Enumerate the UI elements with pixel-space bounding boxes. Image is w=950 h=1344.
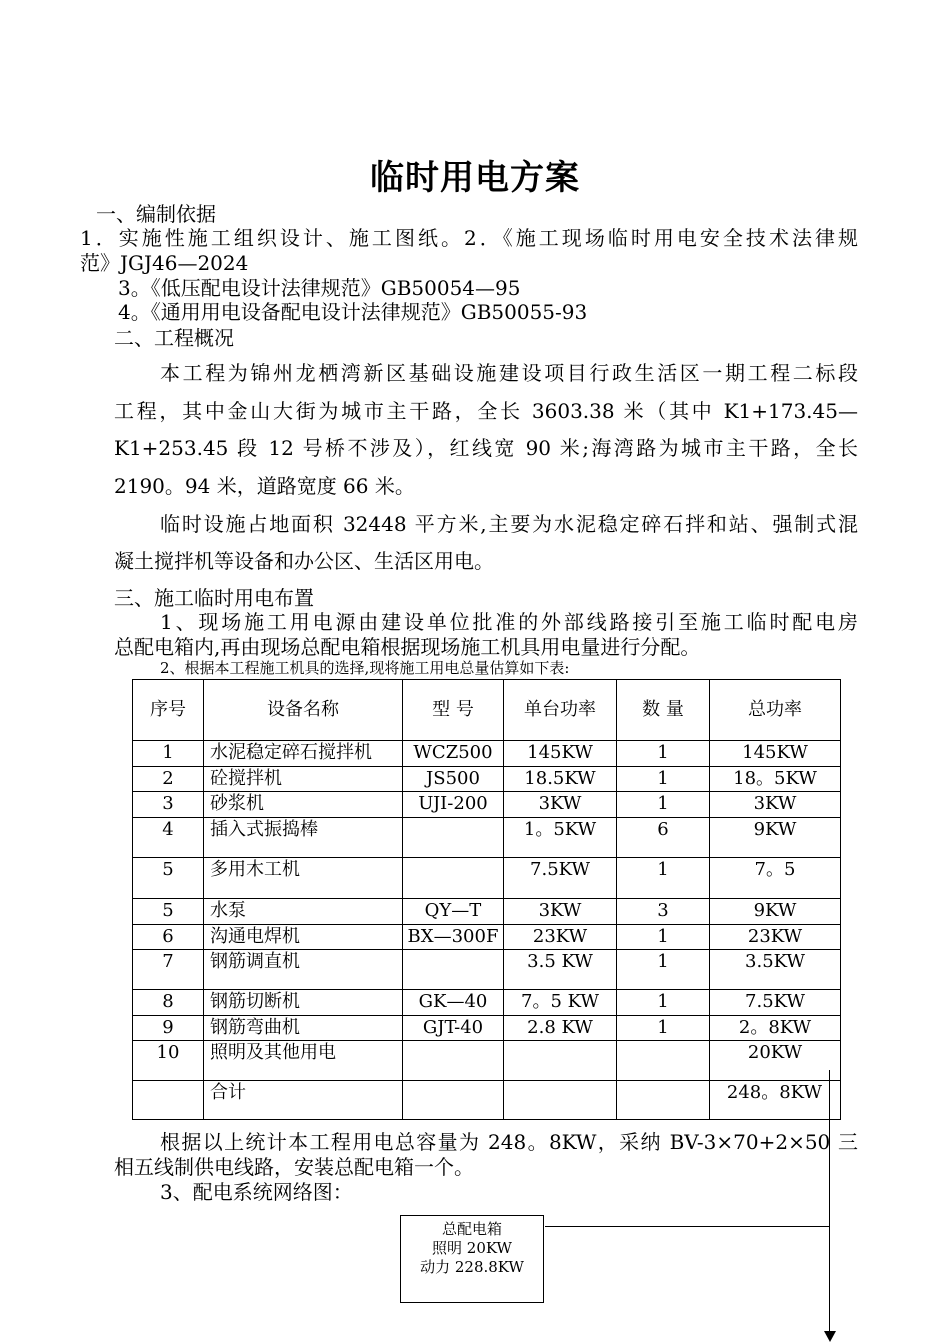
table-header-row <box>133 680 841 741</box>
cell-model: QY—T <box>403 899 504 925</box>
basis-item-4: 4。《通用用电设备配电设计法律规范》GB50055-93 <box>118 300 588 324</box>
section-heading-overview: 二、工程概况 <box>114 326 234 350</box>
overview-paragraph-1-line-4: 2190。94 米，道路宽度 66 米。 <box>114 474 415 498</box>
cell-model: JS500 <box>403 767 504 792</box>
cell-quantity: 1 <box>617 792 710 818</box>
total-label: 合计 <box>204 1081 403 1120</box>
equipment-power-table <box>132 679 841 1120</box>
main-distribution-box <box>400 1215 544 1303</box>
capacity-summary-line-2: 相五线制供电线路，安装总配电箱一个。 <box>114 1155 474 1179</box>
cell-number: 9 <box>133 1016 204 1041</box>
table-row <box>133 858 841 899</box>
basis-item-1-line-1: 1．实施性施工组织设计、施工图纸。2．《施工现场临时用电安全技术法律规 <box>80 226 858 250</box>
cell-equipment-name: 照明及其他用电 <box>204 1041 403 1081</box>
cell-quantity: 1 <box>617 1016 710 1041</box>
cell-quantity: 1 <box>617 741 710 767</box>
layout-paragraph-2: 2、根据本工程施工机具的选择,现将施工用电总量估算如下表: <box>160 659 570 677</box>
cell-total-power: 3.5KW <box>710 950 841 990</box>
cell-quantity <box>617 1081 710 1120</box>
column-header: 型 号 <box>403 680 504 741</box>
page-title: 临时用电方案 <box>370 158 580 198</box>
cell-unit-power: 23KW <box>504 925 617 950</box>
table-row <box>133 792 841 818</box>
column-header: 总功率 <box>710 680 841 741</box>
table-row <box>133 767 841 792</box>
cell-total-power: 7.5KW <box>710 990 841 1016</box>
cell-total-power: 3KW <box>710 792 841 818</box>
table-total-row <box>133 1081 841 1120</box>
cell-unit-power: 3KW <box>504 899 617 925</box>
cell-total-power: 145KW <box>710 741 841 767</box>
cell-unit-power: 3.5 KW <box>504 950 617 990</box>
cell-total-power: 18。5KW <box>710 767 841 792</box>
cell-unit-power: 7.5KW <box>504 858 617 899</box>
cell-model <box>403 1081 504 1120</box>
arrow-down-icon <box>824 1331 836 1342</box>
cell-total-power: 9KW <box>710 818 841 858</box>
cell-quantity: 6 <box>617 818 710 858</box>
column-header: 序号 <box>133 680 204 741</box>
cell-quantity: 1 <box>617 950 710 990</box>
cell-unit-power <box>504 1041 617 1081</box>
cell-total-power: 23KW <box>710 925 841 950</box>
layout-paragraph-1-line-1: 1、现场施工用电源由建设单位批准的外部线路接引至施工临时配电房 <box>160 610 858 634</box>
basis-item-3: 3。《低压配电设计法律规范》GB50054—95 <box>118 276 521 300</box>
cell-quantity: 1 <box>617 767 710 792</box>
cell-equipment-name: 插入式振捣棒 <box>204 818 403 858</box>
capacity-summary-line-1: 根据以上统计本工程用电总容量为 248。8KW，采纳 BV-3×70+2×50 三 <box>160 1130 858 1154</box>
feeder-line-vertical <box>829 1070 830 1332</box>
cell-number: 6 <box>133 925 204 950</box>
section-heading-layout: 三、施工临时用电布置 <box>114 586 314 610</box>
cell-equipment-name: 水泥稳定碎石搅拌机 <box>204 741 403 767</box>
cell-total-power: 20KW <box>710 1041 841 1081</box>
table-row <box>133 950 841 990</box>
box-power-load: 动力 228.8KW <box>420 1258 524 1276</box>
cell-quantity: 1 <box>617 990 710 1016</box>
table-row <box>133 1041 841 1081</box>
cell-model: GK—40 <box>403 990 504 1016</box>
cell-unit-power: 7。5 KW <box>504 990 617 1016</box>
cell-equipment-name: 水泵 <box>204 899 403 925</box>
overview-paragraph-2-line-2: 凝土搅拌机等设备和办公区、生活区用电。 <box>114 549 494 573</box>
table-row <box>133 818 841 858</box>
table-row <box>133 1016 841 1041</box>
layout-paragraph-1-line-2: 总配电箱内,再由现场总配电箱根据现场施工机具用电量进行分配。 <box>114 635 701 659</box>
cell-equipment-name: 钢筋弯曲机 <box>204 1016 403 1041</box>
cell-equipment-name: 砼搅拌机 <box>204 767 403 792</box>
network-diagram-heading: 3、配电系统网络图： <box>160 1180 353 1204</box>
cell-unit-power: 145KW <box>504 741 617 767</box>
table-row <box>133 899 841 925</box>
cell-number: 1 <box>133 741 204 767</box>
cell-unit-power <box>504 1081 617 1120</box>
section-heading-basis: 一、编制依据 <box>96 202 216 226</box>
column-header: 设备名称 <box>204 680 403 741</box>
cell-quantity: 1 <box>617 858 710 899</box>
box-title: 总配电箱 <box>441 1220 502 1238</box>
table-row <box>133 990 841 1016</box>
column-header: 单台功率 <box>504 680 617 741</box>
cell-number: 3 <box>133 792 204 818</box>
overview-paragraph-2-line-1: 临时设施占地面积 32448 平方米,主要为水泥稳定碎石拌和站、强制式混 <box>160 512 858 536</box>
overview-paragraph-1-line-3: K1+253.45 段 12 号桥不涉及），红线宽 90 米;海湾路为城市主干路，全长 <box>114 436 858 460</box>
cell-total-power: 9KW <box>710 899 841 925</box>
basis-item-1-line-2: 范》JGJ46—2024 <box>80 251 249 275</box>
table-row <box>133 741 841 767</box>
cell-number <box>133 1081 204 1120</box>
cell-unit-power: 2.8 KW <box>504 1016 617 1041</box>
cell-number: 5 <box>133 858 204 899</box>
cell-equipment-name: 砂浆机 <box>204 792 403 818</box>
cell-number: 4 <box>133 818 204 858</box>
cell-unit-power: 1。5KW <box>504 818 617 858</box>
total-value: 248。8KW <box>710 1081 841 1120</box>
cell-equipment-name: 钢筋切断机 <box>204 990 403 1016</box>
cell-model: BX—300F <box>403 925 504 950</box>
box-lighting-load: 照明 20KW <box>432 1239 512 1257</box>
column-header: 数 量 <box>617 680 710 741</box>
cell-unit-power: 3KW <box>504 792 617 818</box>
feeder-line-horizontal <box>545 1226 830 1227</box>
cell-model <box>403 950 504 990</box>
cell-quantity: 1 <box>617 925 710 950</box>
cell-total-power: 2。8KW <box>710 1016 841 1041</box>
cell-equipment-name: 多用木工机 <box>204 858 403 899</box>
cell-number: 2 <box>133 767 204 792</box>
cell-model: WCZ500 <box>403 741 504 767</box>
cell-equipment-name: 钢筋调直机 <box>204 950 403 990</box>
overview-paragraph-1-line-1: 本工程为锦州龙栖湾新区基础设施建设项目行政生活区一期工程二标段 <box>160 361 858 385</box>
cell-number: 10 <box>133 1041 204 1081</box>
cell-equipment-name: 沟通电焊机 <box>204 925 403 950</box>
cell-number: 5 <box>133 899 204 925</box>
cell-model <box>403 818 504 858</box>
cell-number: 8 <box>133 990 204 1016</box>
cell-model <box>403 858 504 899</box>
overview-paragraph-1-line-2: 工程，其中金山大街为城市主干路，全长 3603.38 米（其中 K1+173.45— <box>114 399 858 423</box>
cell-model: UJI-200 <box>403 792 504 818</box>
table-row <box>133 925 841 950</box>
cell-quantity <box>617 1041 710 1081</box>
cell-model <box>403 1041 504 1081</box>
cell-total-power: 7。5 <box>710 858 841 899</box>
cell-number: 7 <box>133 950 204 990</box>
cell-unit-power: 18.5KW <box>504 767 617 792</box>
cell-model: GJT-40 <box>403 1016 504 1041</box>
cell-quantity: 3 <box>617 899 710 925</box>
